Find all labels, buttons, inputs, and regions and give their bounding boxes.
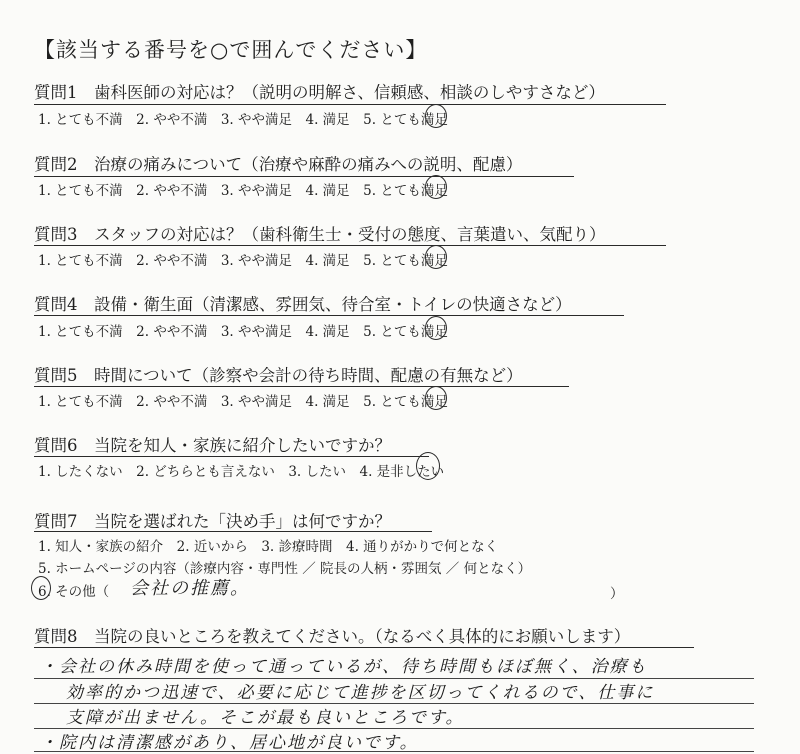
question-7-other-handwritten: 会社の推薦。 xyxy=(130,578,250,599)
question-2-answer-circle xyxy=(425,175,447,199)
question-3-heading: 質問3 スタッフの対応は？（歯科衛生士・受付の態度、言葉遣い、気配り） xyxy=(34,225,606,244)
question-6-heading: 質問6 当院を知人・家族に紹介したいですか？ xyxy=(34,436,391,455)
question-4-underline xyxy=(34,315,624,316)
question-5-underline xyxy=(34,386,569,387)
question-7-other-prefix: 6. その他（ xyxy=(38,584,110,600)
question-6-options: 1. したくない 2. どちらとも言えない 3. したい 4. 是非したい xyxy=(38,464,445,480)
question-1-answer-circle xyxy=(425,104,447,128)
question-7-options-line1: 1. 知人・家族の紹介 2. 近いから 3. 診療時間 4. 通りがかりで何となく xyxy=(38,539,499,555)
q8-answer-line-1: ・会社の休み時間を使って通っているが、待ち時間もほぼ無く、治療も xyxy=(40,657,648,677)
question-4-answer-circle xyxy=(425,316,447,340)
question-7-underline xyxy=(34,531,432,532)
question-7-answer-circle xyxy=(31,576,51,600)
question-2-underline xyxy=(34,176,574,177)
question-7-other-suffix: ） xyxy=(610,586,624,602)
question-7-options-line2: 5. ホームページの内容（診療内容・専門性 ／ 院長の人柄・雰囲気 ／ 何となく） xyxy=(38,561,532,577)
question-2-options: 1. とても不満 2. やや不満 3. やや満足 4. 満足 5. とても満足 xyxy=(38,183,448,199)
question-3-underline xyxy=(34,245,666,246)
question-5-options: 1. とても不満 2. やや不満 3. やや満足 4. 満足 5. とても満足 xyxy=(38,394,448,410)
question-6-underline xyxy=(34,456,429,457)
q8-answer-line-4: ・院内は清潔感があり、居心地が良いです。 xyxy=(40,733,419,753)
question-4-options: 1. とても不満 2. やや不満 3. やや満足 4. 満足 5. とても満足 xyxy=(38,324,448,340)
question-3-answer-circle xyxy=(425,245,447,269)
question-5-heading: 質問5 時間について（診察や会計の待ち時間、配慮の有無など） xyxy=(34,366,523,385)
question-8-heading: 質問8 当院の良いところを教えてください。（なるべく具体的にお願いします） xyxy=(34,627,631,646)
question-1-heading: 質問1 歯科医師の対応は？（説明の明解さ、信頼感、相談のしやすさなど） xyxy=(34,83,605,102)
page-title: 【該当する番号を○で囲んでください】 xyxy=(34,38,428,62)
question-2-heading: 質問2 治療の痛みについて（治療や麻酔の痛みへの説明、配慮） xyxy=(34,155,523,174)
question-1-options: 1. とても不満 2. やや不満 3. やや満足 4. 満足 5. とても満足 xyxy=(38,112,448,128)
q8-answer-line-2: 効率的かつ迅速で、必要に応じて進捗を区切ってくれるので、仕事に xyxy=(66,683,655,703)
question-7-heading: 質問7 当院を選ばれた「決め手」は何ですか？ xyxy=(34,512,391,531)
question-8-underline xyxy=(34,647,694,648)
question-4-heading: 質問4 設備・衛生面（清潔感、雰囲気、待合室・トイレの快適さなど） xyxy=(34,295,572,314)
question-5-answer-circle xyxy=(425,386,447,410)
q8-answer-line-3: 支障が出ません。そこが最も良いところです。 xyxy=(66,708,465,728)
question-3-options: 1. とても不満 2. やや不満 3. やや満足 4. 満足 5. とても満足 xyxy=(38,253,448,269)
question-1-underline xyxy=(34,104,666,105)
question-6-answer-circle xyxy=(416,452,440,480)
